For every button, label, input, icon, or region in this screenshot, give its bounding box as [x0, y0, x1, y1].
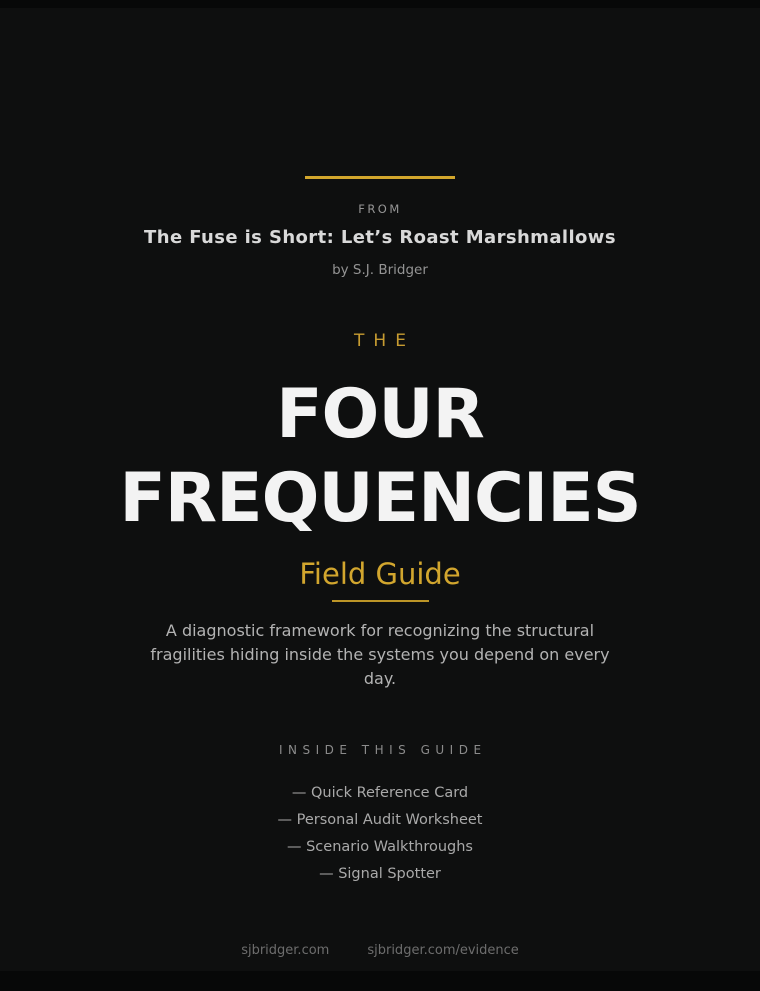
contents-list — [278, 780, 483, 888]
main-title-line1: FOUR — [276, 375, 484, 454]
footer — [241, 943, 519, 958]
list-item: — Quick Reference Card — [291, 785, 469, 801]
from-label: FROM — [358, 202, 402, 216]
footer-link-home[interactable]: sjbridger.com — [241, 943, 330, 958]
footer-link-evidence[interactable]: sjbridger.com/evidence — [367, 943, 519, 958]
book-title: The Fuse is Short: Let’s Roast Marshmallows — [144, 227, 616, 248]
main-title-line2: FREQUENCIES — [119, 459, 641, 538]
subtitle: Field Guide — [299, 557, 461, 591]
title-kicker: THE — [354, 331, 415, 351]
author-byline: by S.J. Bridger — [332, 262, 428, 278]
contents-heading: INSIDE THIS GUIDE — [278, 743, 487, 757]
list-item: — Signal Spotter — [319, 866, 441, 882]
list-item: — Personal Audit Worksheet — [277, 812, 483, 828]
subtitle-underline — [332, 600, 429, 602]
accent-rule — [305, 176, 455, 179]
cover-page — [0, 8, 760, 971]
description-text: A diagnostic framework for recognizing the structural fragilities hiding inside the systems you depend on every day. — [150, 621, 610, 688]
list-item: — Scenario Walkthroughs — [286, 839, 473, 855]
main-title — [119, 373, 640, 541]
